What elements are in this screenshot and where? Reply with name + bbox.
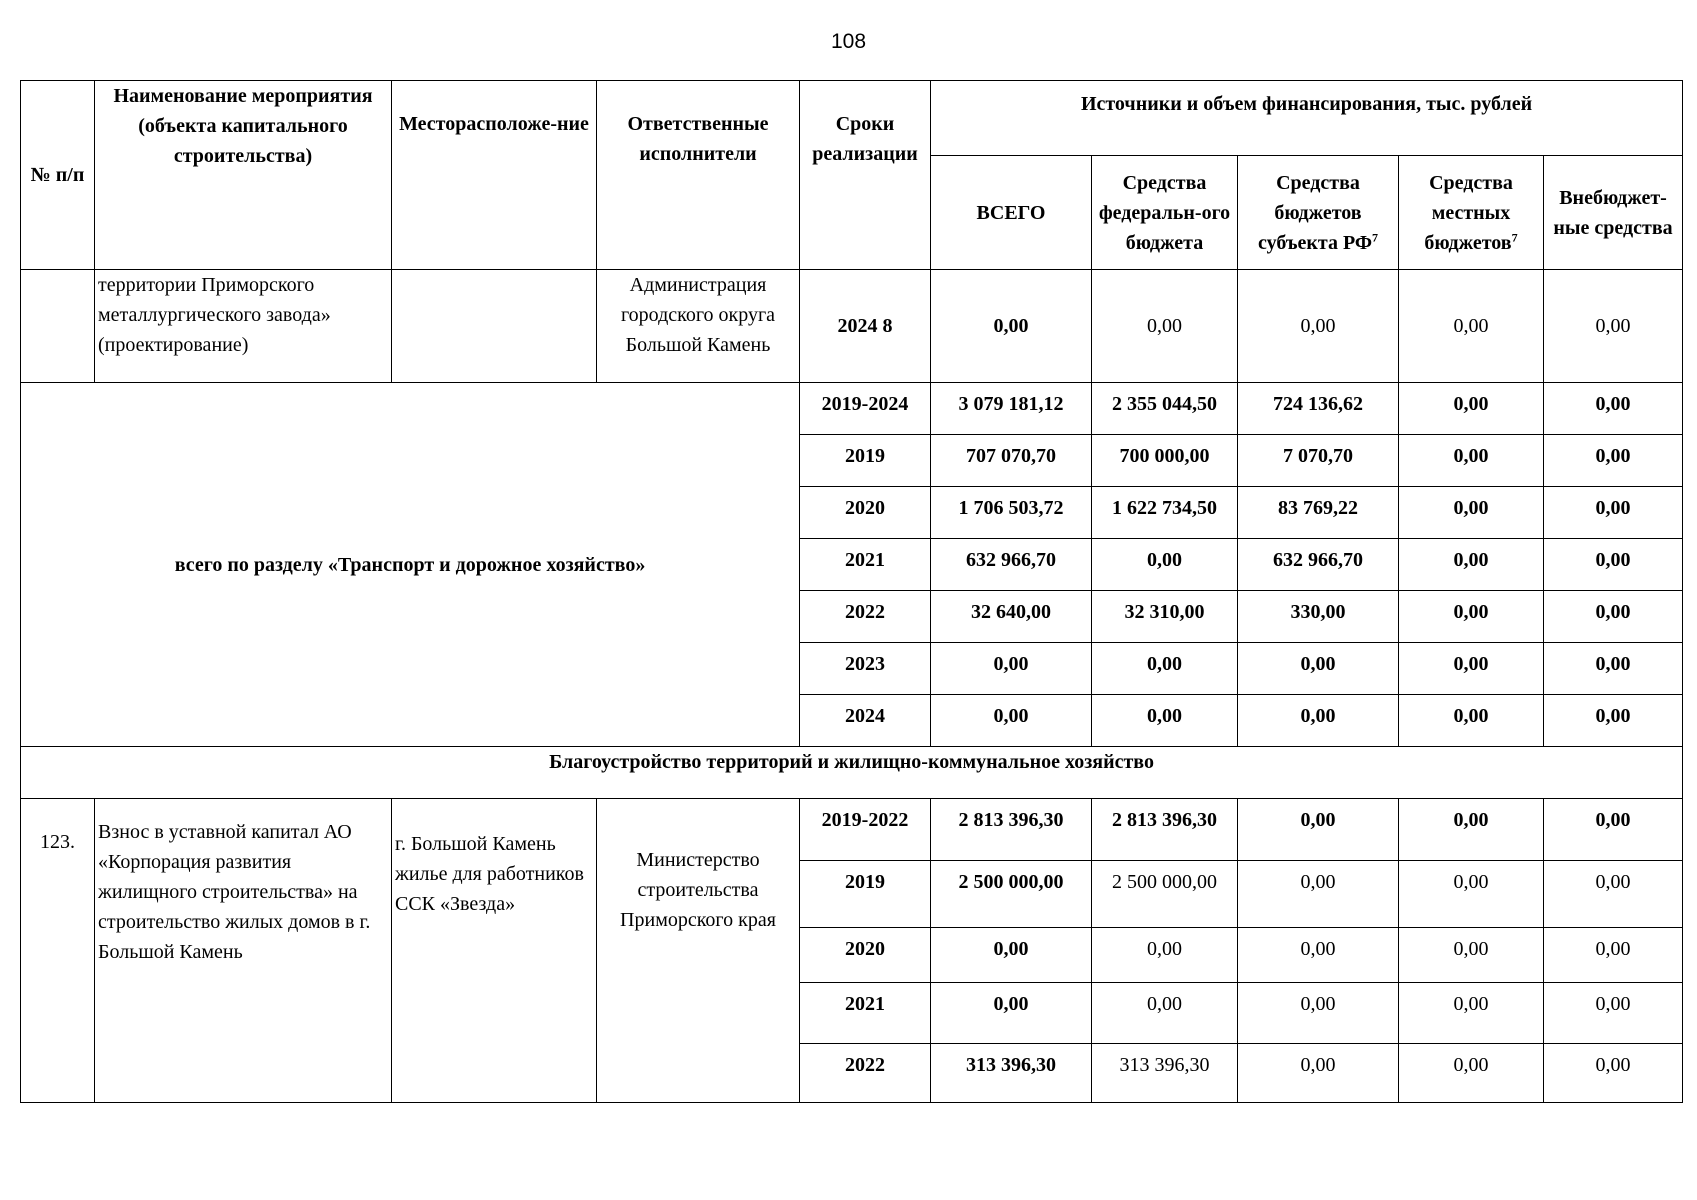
cell-extra: 0,00 <box>1544 270 1683 383</box>
cell-local: 0,00 <box>1399 983 1544 1044</box>
cell-federal: 2 813 396,30 <box>1092 799 1238 861</box>
cell-federal: 1 622 734,50 <box>1092 487 1238 539</box>
cell-total: 707 070,70 <box>931 435 1092 487</box>
header-location: Месторасположе-ние <box>392 81 597 270</box>
cell-term: 2020 <box>800 928 931 983</box>
cell-subject: 0,00 <box>1238 799 1399 861</box>
cell-location <box>392 270 597 383</box>
cell-extra: 0,00 <box>1544 591 1683 643</box>
cell-local: 0,00 <box>1399 383 1544 435</box>
cell-extra: 0,00 <box>1544 861 1683 928</box>
cell-subject: 0,00 <box>1238 861 1399 928</box>
table-row-item <box>21 799 1683 861</box>
cell-term: 2021 <box>800 539 931 591</box>
cell-extra: 0,00 <box>1544 539 1683 591</box>
cell-extra: 0,00 <box>1544 695 1683 747</box>
cell-local: 0,00 <box>1399 861 1544 928</box>
cell-total: 2 813 396,30 <box>931 799 1092 861</box>
cell-subject: 0,00 <box>1238 643 1399 695</box>
table-row-section-total <box>21 383 1683 435</box>
cell-local: 0,00 <box>1399 487 1544 539</box>
cell-subject: 0,00 <box>1238 695 1399 747</box>
cell-subject: 724 136,62 <box>1238 383 1399 435</box>
cell-local: 0,00 <box>1399 539 1544 591</box>
cell-federal: 0,00 <box>1092 270 1238 383</box>
table-row-section-heading <box>21 747 1683 799</box>
table-header <box>21 81 1683 270</box>
cell-federal: 2 500 000,00 <box>1092 861 1238 928</box>
cell-federal: 32 310,00 <box>1092 591 1238 643</box>
cell-federal: 313 396,30 <box>1092 1044 1238 1103</box>
cell-term: 2024 8 <box>800 270 931 383</box>
cell-federal: 0,00 <box>1092 643 1238 695</box>
cell-executors: Министерство строительства Приморского края <box>597 799 800 1103</box>
cell-subject: 0,00 <box>1238 928 1399 983</box>
cell-extra: 0,00 <box>1544 799 1683 861</box>
header-subject-text: Средства бюджетов субъекта РФ <box>1257 171 1373 254</box>
cell-name: территории Приморского металлургического завода» (проектирование) <box>95 270 392 383</box>
cell-total: 32 640,00 <box>931 591 1092 643</box>
cell-local: 0,00 <box>1399 435 1544 487</box>
header-executors: Ответственные исполнители <box>597 81 800 270</box>
cell-total: 0,00 <box>931 695 1092 747</box>
cell-total: 2 500 000,00 <box>931 861 1092 928</box>
cell-term: 2024 <box>800 695 931 747</box>
cell-extra: 0,00 <box>1544 1044 1683 1103</box>
cell-federal: 0,00 <box>1092 983 1238 1044</box>
table-row-continuation <box>21 270 1683 383</box>
cell-location: г. Большой Камень жилье для работников ССК «Звезда» <box>392 799 597 1103</box>
header-total: ВСЕГО <box>931 156 1092 270</box>
header-federal: Средства федеральн-ого бюджета <box>1092 156 1238 270</box>
header-terms: Сроки реализации <box>800 81 931 270</box>
header-num: № п/п <box>21 81 95 270</box>
cell-local: 0,00 <box>1399 591 1544 643</box>
cell-term: 2022 <box>800 1044 931 1103</box>
cell-total: 0,00 <box>931 643 1092 695</box>
cell-subject: 0,00 <box>1238 1044 1399 1103</box>
cell-subject: 330,00 <box>1238 591 1399 643</box>
cell-term: 2023 <box>800 643 931 695</box>
cell-federal: 700 000,00 <box>1092 435 1238 487</box>
cell-federal: 2 355 044,50 <box>1092 383 1238 435</box>
cell-term: 2019 <box>800 435 931 487</box>
cell-total: 3 079 181,12 <box>931 383 1092 435</box>
cell-local: 0,00 <box>1399 270 1544 383</box>
header-local <box>1399 156 1544 270</box>
header-local-footnote: 7 <box>1511 229 1518 244</box>
cell-total: 0,00 <box>931 928 1092 983</box>
header-sources: Источники и объем финансирования, тыс. рублей <box>931 81 1683 156</box>
cell-total: 0,00 <box>931 983 1092 1044</box>
cell-term: 2021 <box>800 983 931 1044</box>
header-subject <box>1238 156 1399 270</box>
cell-extra: 0,00 <box>1544 435 1683 487</box>
cell-total: 632 966,70 <box>931 539 1092 591</box>
cell-extra: 0,00 <box>1544 487 1683 539</box>
cell-federal: 0,00 <box>1092 928 1238 983</box>
cell-total: 313 396,30 <box>931 1044 1092 1103</box>
financing-table <box>20 80 1683 1103</box>
cell-subject: 7 070,70 <box>1238 435 1399 487</box>
cell-executors: Администрация городского округа Большой Камень <box>597 270 800 383</box>
cell-federal: 0,00 <box>1092 695 1238 747</box>
cell-local: 0,00 <box>1399 799 1544 861</box>
cell-term: 2020 <box>800 487 931 539</box>
cell-term: 2019-2022 <box>800 799 931 861</box>
section-total-label: всего по разделу «Транспорт и дорожное хозяйство» <box>21 383 800 747</box>
cell-extra: 0,00 <box>1544 383 1683 435</box>
header-name: Наименование мероприятия (объекта капитального строительства) <box>95 81 392 270</box>
page-number: 108 <box>830 30 867 53</box>
cell-local: 0,00 <box>1399 643 1544 695</box>
header-extra: Внебюджет-ные средства <box>1544 156 1683 270</box>
cell-subject: 83 769,22 <box>1238 487 1399 539</box>
cell-extra: 0,00 <box>1544 928 1683 983</box>
cell-num: 123. <box>21 799 95 1103</box>
cell-extra: 0,00 <box>1544 643 1683 695</box>
cell-subject: 0,00 <box>1238 983 1399 1044</box>
cell-local: 0,00 <box>1399 695 1544 747</box>
cell-total: 1 706 503,72 <box>931 487 1092 539</box>
header-local-text: Средства местных бюджетов <box>1424 171 1513 254</box>
cell-term: 2019-2024 <box>800 383 931 435</box>
cell-federal: 0,00 <box>1092 539 1238 591</box>
header-subject-footnote: 7 <box>1372 229 1379 244</box>
cell-term: 2019 <box>800 861 931 928</box>
cell-num <box>21 270 95 383</box>
section-heading: Благоустройство территорий и жилищно-коммунальное хозяйство <box>21 747 1683 799</box>
cell-name: Взнос в уставной капитал АО «Корпорация развития жилищного строительства» на строительство жилых домов в г. Большой Камень <box>95 799 392 1103</box>
cell-local: 0,00 <box>1399 928 1544 983</box>
cell-extra: 0,00 <box>1544 983 1683 1044</box>
cell-subject: 0,00 <box>1238 270 1399 383</box>
cell-local: 0,00 <box>1399 1044 1544 1103</box>
cell-subject: 632 966,70 <box>1238 539 1399 591</box>
cell-total: 0,00 <box>931 270 1092 383</box>
cell-term: 2022 <box>800 591 931 643</box>
